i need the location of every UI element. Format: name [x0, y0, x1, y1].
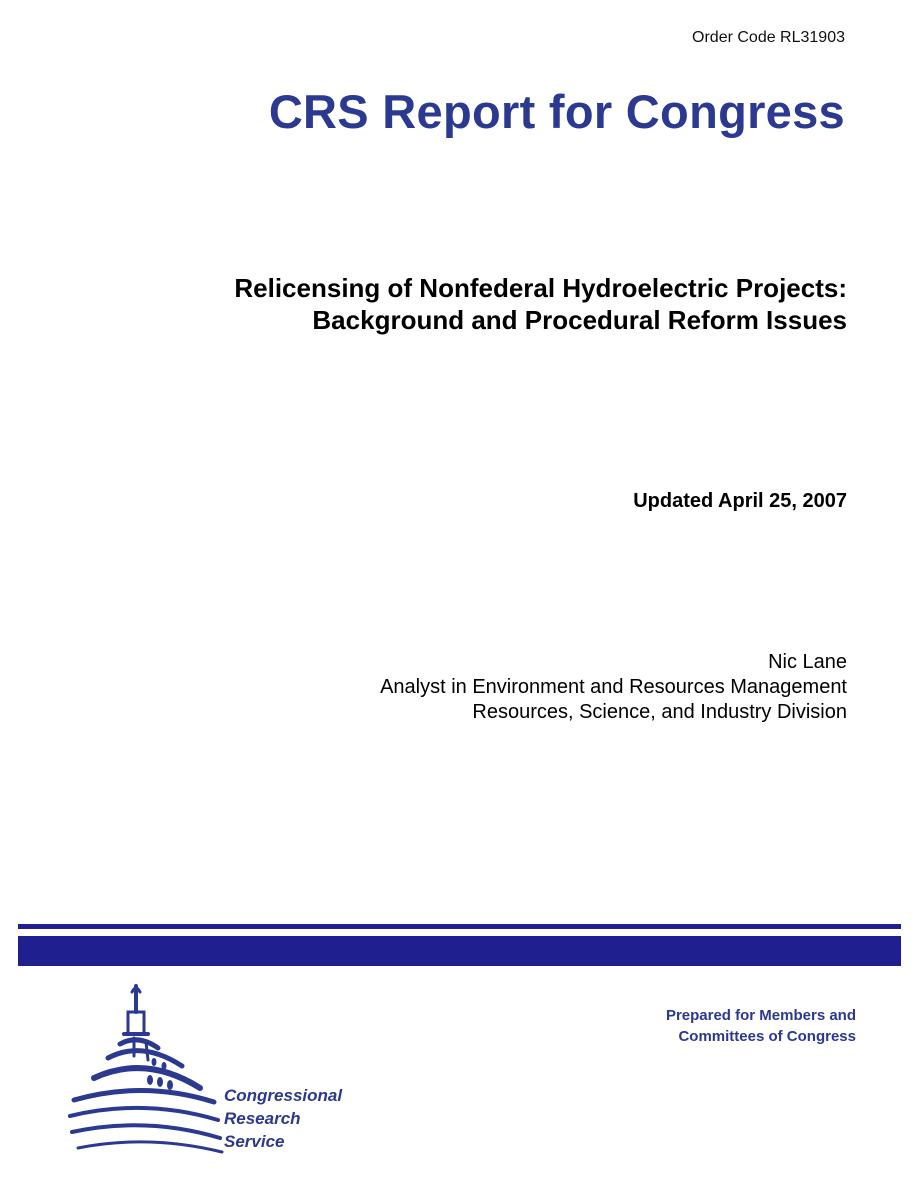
author-name: Nic Lane	[768, 651, 847, 673]
divider-thick	[18, 936, 901, 966]
author-position: Analyst in Environment and Resources Management	[380, 676, 847, 698]
logo-line-service: Service	[224, 1132, 285, 1151]
order-code: Order Code RL31903	[692, 29, 845, 46]
report-title-line1: Relicensing of Nonfederal Hydroelectric Projects:	[234, 273, 847, 303]
logo-line-research: Research	[224, 1109, 301, 1128]
capitol-dome-icon	[64, 982, 234, 1157]
prepared-line1: Prepared for Members and	[665, 1007, 856, 1024]
report-title-line2: Background and Procedural Reform Issues	[312, 305, 847, 335]
masthead: CRS Report for Congress	[268, 85, 845, 138]
logo-wordmark	[224, 1084, 342, 1153]
prepared-line2: Committees of Congress	[678, 1028, 856, 1045]
prepared-for	[666, 1005, 856, 1047]
logo-line-congressional: Congressional	[224, 1086, 343, 1105]
author-block	[380, 650, 847, 725]
crs-logo	[64, 982, 364, 1157]
updated-date: Updated April 25, 2007	[633, 490, 847, 512]
author-division: Resources, Science, and Industry Division	[472, 701, 847, 723]
divider-thin	[18, 924, 901, 929]
report-title	[234, 272, 847, 336]
